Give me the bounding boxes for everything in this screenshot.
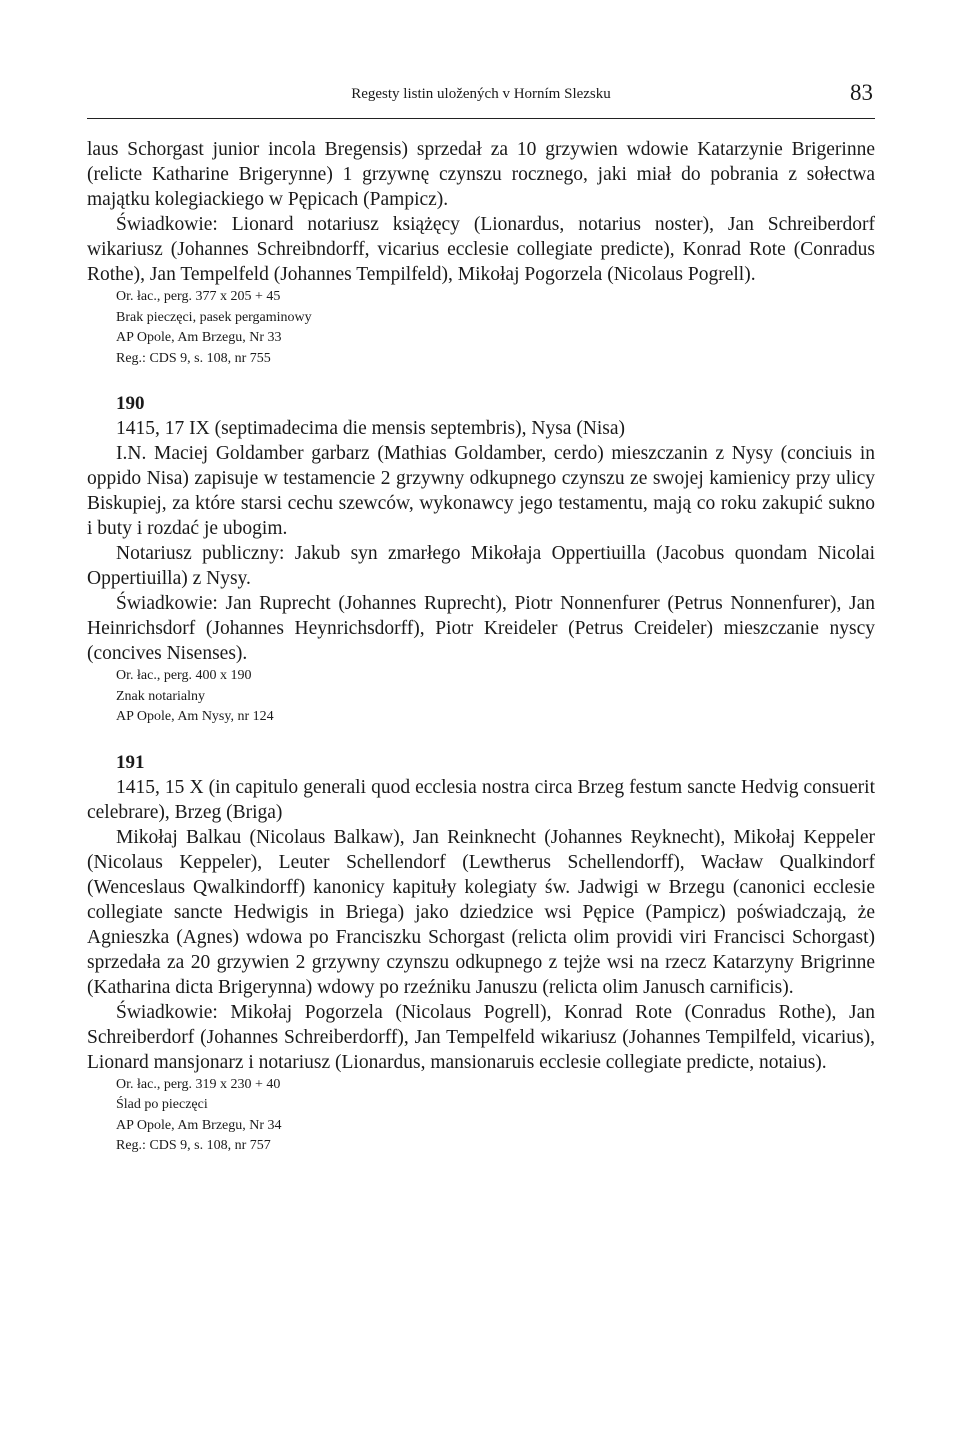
entry-190-notary: Notariusz publiczny: Jakub syn zmarłego Mikołaja Oppertiuilla (Jacobus quondam Nicolai Oppertiuilla) z Nysy.: [87, 543, 875, 589]
entry-191-text: Mikołaj Balkau (Nicolaus Balkaw), Jan Reinknecht (Johannes Reyknecht), Mikołaj Keppeler (Nicolaus Keppeler), Leuter Schellendorf (Lewtherus Schellendorff), Wacław Qualkindorf (Wenceslaus Qwalkindorff) kanonicy kapituły kolegiaty św. Jadwigi w Brzegu (canonici ecclesie collegiate sancte Hedwigis in Briega) jako dziedzice wsi Pępice (Pampicz) poświadczają, że Agnieszka (Agnes) wdowa po Franciszku Schorgast (relicta olim providi viri Francisci Schorgast) sprzedała za 20 grzywien 2 grzywny czynszu odkupnego z tejże wsi na rzecz Katarzyny Brigrinne (Katharina dicta Brigerynna) wdowy po rzeźniku Januszu (relicta olim Janusch carnificis).: [87, 826, 875, 998]
page-body: [87, 137, 875, 1157]
entry-number-190: 190: [116, 393, 145, 414]
meta-line: Or. łac., perg. 377 x 205 + 45: [116, 289, 281, 304]
meta-line: Reg.: CDS 9, s. 108, nr 755: [116, 350, 271, 366]
meta-line: Reg.: CDS 9, s. 108, nr 757: [116, 1138, 271, 1153]
entry-191-meta: [87, 1075, 875, 1157]
entry-191-date-place: 1415, 15 X (in capitulo generali quod ecclesia nostra circa Brzeg festum sancte Hedvig consuerit celebrare), Brzeg (Briga): [87, 776, 875, 823]
running-title: Regesty listin uložených v Horním Slezsku: [351, 86, 611, 102]
page: [87, 78, 875, 1157]
meta-line: Ślad po pieczęci: [116, 1097, 208, 1112]
entry-190-text: I.N. Maciej Goldamber garbarz (Mathias Goldamber, cerdo) mieszczanin z Nysy (conciuis in oppido Nisa) zapisuje w testamencie 2 grzywny odkupnego czynszu ze swojej kamienicy przy ulicy Biskupiej, za które starsi cechu szewców, wykonawcy jego testamentu, mają co roku zakupić sukno i buty i rozdać je ubogim.: [87, 443, 875, 539]
meta-line: Znak notarialny: [116, 688, 206, 704]
entry-190-witnesses: Świadkowie: Jan Ruprecht (Johannes Ruprecht), Piotr Nonnenfurer (Petrus Nonnenfurer), Jan Heinrichsdorf (Johannes Heynrichsdorff), Piotr Kreideler (Petrus Creideler) mieszczanie nyscy (concives Nisenses).: [87, 593, 875, 664]
entry-number-191: 191: [116, 751, 145, 773]
entry-189-text: laus Schorgast junior incola Bregensis) sprzedał za 10 grzywien wdowie Katarzynie Brigerinne (relicte Katharine Brigerynne) 1 grzywnę czynszu rocznego, jaki miał do pobrania z sołectwa majątku kolegiackiego w Pępicach (Pampicz).: [87, 139, 875, 210]
entry-189-witnesses: Świadkowie: Lionard notariusz książęcy (Lionardus, notarius noster), Jan Schreiberdorf wikariusz (Johannes Schreibndorff, vicarius ecclesie collegiate predicte), Konrad Rote (Conradus Rothe), Jan Tempelfeld (Johannes Tempilfeld), Mikołaj Pogorzela (Nicolaus Pogrell).: [87, 214, 875, 285]
page-header: [87, 78, 875, 119]
meta-line: AP Opole, Am Brzegu, Nr 33: [116, 330, 282, 345]
meta-line: AP Opole, Am Nysy, nr 124: [116, 709, 274, 724]
entry-189-meta: [87, 287, 875, 369]
entry-190-date-place: 1415, 17 IX (septimadecima die mensis septembris), Nysa (Nisa): [116, 418, 626, 439]
meta-line: Brak pieczęci, pasek pergaminowy: [116, 309, 312, 325]
meta-line: Or. łac., perg. 319 x 230 + 40: [116, 1076, 281, 1092]
meta-line: Or. łac., perg. 400 x 190: [116, 668, 252, 683]
entry-191-witnesses: Świadkowie: Mikołaj Pogorzela (Nicolaus Pogrell), Konrad Rote (Conradus Rothe), Jan Schreiberdorf (Johannes Schreiberdorff), Jan Tempelfeld wikariusz (Johannes Tempilfeld, vicarius), Lionard mansjonarz i notariusz (Lionardus, mansionaruis ecclesie collegiate predicte, notaius).: [87, 1001, 875, 1073]
meta-line: AP Opole, Am Brzegu, Nr 34: [116, 1117, 282, 1133]
entry-190-meta: [87, 666, 875, 728]
page-number: 83: [850, 80, 873, 105]
